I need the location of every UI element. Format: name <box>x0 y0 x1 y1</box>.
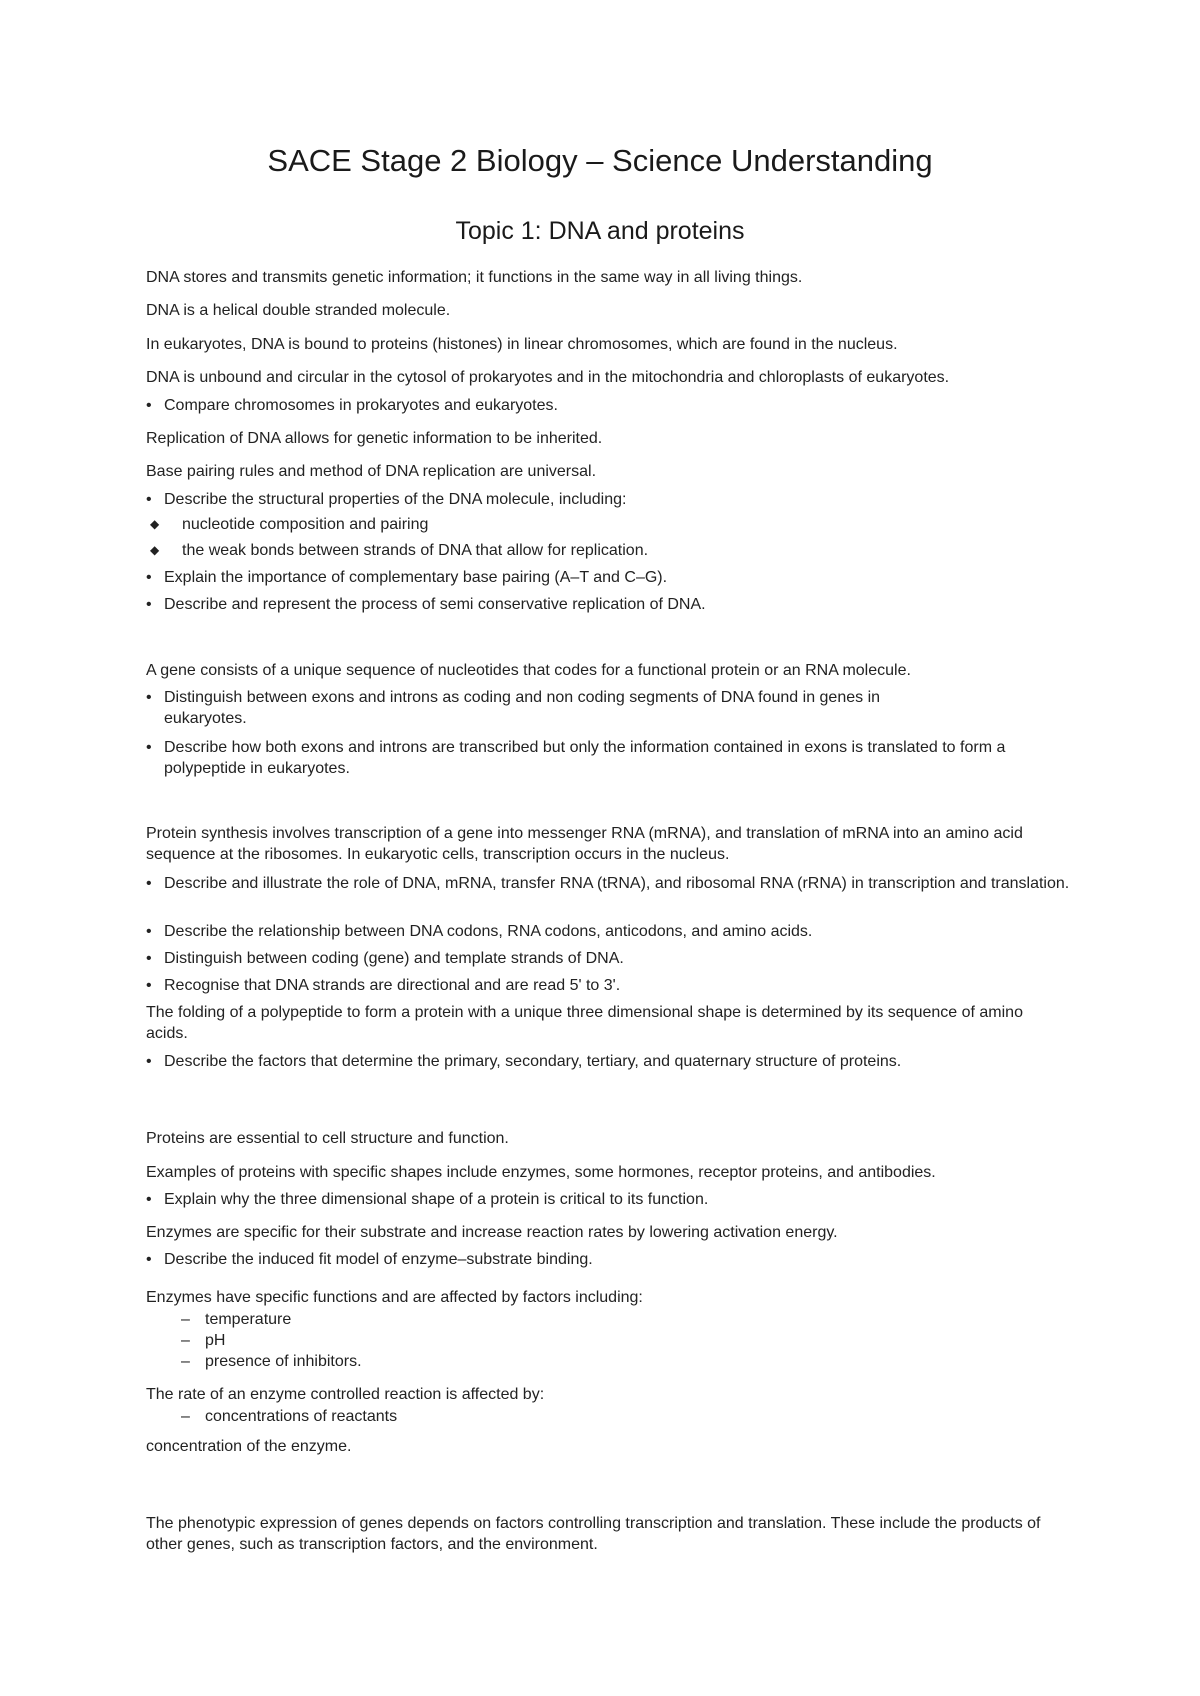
bullet-text: Recognise that DNA strands are directional and are read 5' to 3'. <box>164 977 621 994</box>
bullet-text: Compare chromosomes in prokaryotes and eukaryotes. <box>164 397 558 414</box>
bullet-text: Describe the induced fit model of enzyme–substrate binding. <box>164 1251 593 1268</box>
sub-bullet-item <box>150 540 1070 561</box>
paragraph: Protein synthesis involves transcription of a gene into messenger RNA (mRNA), and translation of mRNA into an amino acid sequence at the ribosomes. In eukaryotic cells, transcription occurs in the nucleus. <box>146 825 1023 863</box>
bullet-item <box>146 1051 1066 1072</box>
bullet-text: Describe the relationship between DNA codons, RNA codons, anticodons, and amino acids. <box>164 923 813 940</box>
diamond-marker: ◆ <box>150 543 160 557</box>
bullet-marker: • <box>146 569 152 586</box>
dash-marker: – <box>181 1353 190 1370</box>
bullet-marker: • <box>146 923 152 940</box>
paragraph: A gene consists of a unique sequence of nucleotides that codes for a functional protein or an RNA molecule. <box>146 662 911 679</box>
bullet-item <box>146 395 1066 416</box>
paragraph: The folding of a polypeptide to form a protein with a unique three dimensional shape is determined by its sequence of amino acids. <box>146 1004 1023 1042</box>
bullet-item <box>146 975 1066 996</box>
bullet-item <box>146 594 1066 615</box>
paragraph: Replication of DNA allows for genetic information to be inherited. <box>146 430 603 447</box>
bullet-marker: • <box>146 950 152 967</box>
bullet-marker: • <box>146 739 152 756</box>
paragraph: Examples of proteins with specific shapes include enzymes, some hormones, receptor proteins, and antibodies. <box>146 1164 936 1181</box>
dash-marker: – <box>181 1332 190 1349</box>
paragraph: Enzymes have specific functions and are affected by factors including: <box>146 1289 643 1306</box>
dash-text: pH <box>205 1332 226 1349</box>
paragraph: concentration of the enzyme. <box>146 1438 352 1455</box>
bullet-marker: • <box>146 1191 152 1208</box>
dash-item <box>181 1330 1101 1351</box>
paragraph: Base pairing rules and method of DNA replication are universal. <box>146 463 597 480</box>
bullet-text: Distinguish between exons and introns as coding and non coding segments of DNA found in genes in eukaryotes. <box>164 689 881 727</box>
dash-marker: – <box>181 1408 190 1425</box>
dash-text: temperature <box>205 1311 292 1328</box>
sub-bullet-text: the weak bonds between strands of DNA that allow for replication. <box>182 542 649 559</box>
bullet-text: Describe and represent the process of semi conservative replication of DNA. <box>164 596 706 613</box>
bullet-text: Explain why the three dimensional shape of a protein is critical to its function. <box>164 1191 709 1208</box>
bullet-marker: • <box>146 977 152 994</box>
bullet-marker: • <box>146 1053 152 1070</box>
bullet-text: Distinguish between coding (gene) and template strands of DNA. <box>164 950 624 967</box>
bullet-marker: • <box>146 397 152 414</box>
bullet-text: Describe the factors that determine the primary, secondary, tertiary, and quaternary structure of proteins. <box>164 1053 902 1070</box>
bullet-marker: • <box>146 491 152 508</box>
bullet-item <box>146 873 1086 894</box>
dash-item <box>181 1309 1101 1330</box>
bullet-item <box>146 737 1086 779</box>
bullet-item <box>146 489 1066 510</box>
paragraph: DNA is a helical double stranded molecule. <box>146 302 451 319</box>
paragraph: DNA stores and transmits genetic information; it functions in the same way in all living things. <box>146 269 803 286</box>
dash-item <box>181 1351 1101 1372</box>
diamond-marker: ◆ <box>150 517 160 531</box>
bullet-marker: • <box>146 1251 152 1268</box>
paragraph: DNA is unbound and circular in the cytosol of prokaryotes and in the mitochondria and chloroplasts of eukaryotes. <box>146 369 950 386</box>
bullet-item <box>146 1249 1066 1270</box>
bullet-item <box>146 921 1066 942</box>
bullet-item <box>146 948 1066 969</box>
topic-heading: Topic 1: DNA and proteins <box>455 217 745 245</box>
dash-text: presence of inhibitors. <box>205 1353 362 1370</box>
bullet-text: Explain the importance of complementary base pairing (A–T and C–G). <box>164 569 668 586</box>
paragraph: The rate of an enzyme controlled reaction is affected by: <box>146 1386 545 1403</box>
bullet-marker: • <box>146 875 152 892</box>
document-title: SACE Stage 2 Biology – Science Understanding <box>267 143 933 178</box>
bullet-item <box>146 687 1086 729</box>
bullet-text: Describe the structural properties of the DNA molecule, including: <box>164 491 627 508</box>
sub-bullet-text: nucleotide composition and pairing <box>182 516 429 533</box>
bullet-item <box>146 567 1066 588</box>
paragraph: Enzymes are specific for their substrate and increase reaction rates by lowering activation energy. <box>146 1224 838 1241</box>
paragraph: Proteins are essential to cell structure and function. <box>146 1130 509 1147</box>
bullet-text: Describe how both exons and introns are transcribed but only the information contained in exons is translated to form a polypeptide in eukaryotes. <box>164 739 1006 777</box>
dash-item <box>181 1406 1101 1427</box>
dash-marker: – <box>181 1311 190 1328</box>
sub-bullet-item <box>150 514 1070 535</box>
bullet-text: Describe and illustrate the role of DNA, mRNA, transfer RNA (tRNA), and ribosomal RNA (rRNA) in transcription and translation. <box>164 875 1070 892</box>
bullet-item <box>146 1189 1066 1210</box>
paragraph: The phenotypic expression of genes depends on factors controlling transcription and translation. These include the products of other genes, such as transcription factors, and the environment. <box>146 1515 1041 1553</box>
bullet-marker: • <box>146 596 152 613</box>
dash-text: concentrations of reactants <box>205 1408 398 1425</box>
paragraph: In eukaryotes, DNA is bound to proteins (histones) in linear chromosomes, which are found in the nucleus. <box>146 336 898 353</box>
bullet-marker: • <box>146 689 152 706</box>
